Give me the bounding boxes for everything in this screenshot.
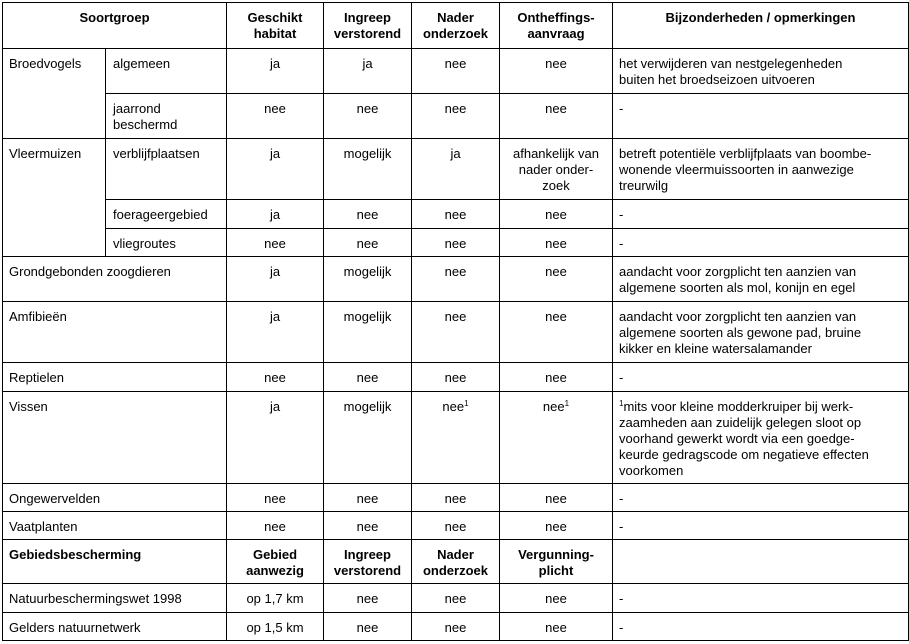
- cell-ingreep: mogelijk: [324, 257, 412, 302]
- cell-note: -: [613, 613, 909, 641]
- cell-habitat: nee: [227, 229, 324, 257]
- cell-ontheffing: nee: [500, 200, 613, 229]
- sub-jaarrond-beschermd: jaarrond beschermd: [106, 94, 227, 139]
- cell-vergunning: nee: [500, 584, 613, 613]
- cell-nader: nee: [412, 613, 500, 641]
- cell-nader: nee: [412, 94, 500, 139]
- cell-nader: nee: [412, 302, 500, 363]
- group-reptielen: Reptielen: [3, 363, 227, 392]
- cell-note: -: [613, 484, 909, 512]
- group-vaatplanten: Vaatplanten: [3, 512, 227, 540]
- cell-ingreep: nee: [324, 613, 412, 641]
- group-grondgebonden-zoogdieren: Grondgebonden zoogdieren: [3, 257, 227, 302]
- cell-note: aandacht voor zorgplicht ten aanzien van algemene soorten als mol, konijn en egel: [613, 257, 909, 302]
- cell-nader: nee: [412, 584, 500, 613]
- cell-ontheffing: nee: [500, 229, 613, 257]
- group-amfibieen: Amfibieën: [3, 302, 227, 363]
- group-vleermuizen: Vleermuizen: [3, 139, 106, 257]
- table-row: [3, 229, 909, 257]
- sub-algemeen: algemeen: [106, 49, 227, 94]
- header-empty: [613, 540, 909, 584]
- cell-habitat: nee: [227, 484, 324, 512]
- cell-habitat: nee: [227, 94, 324, 139]
- cell-nader: nee$^1$: [412, 392, 500, 484]
- cell-vergunning: nee: [500, 613, 613, 641]
- cell-habitat: ja: [227, 139, 324, 200]
- sub-foerageergebied: foerageergebied: [106, 200, 227, 229]
- cell-habitat: nee: [227, 512, 324, 540]
- cell-note: betreft potentiële verblijfplaats van boombe- wonende vleermuissoorten in aanwezige treurwilg: [613, 139, 909, 200]
- cell-aanwezig: op 1,5 km: [227, 613, 324, 641]
- cell-note: -: [613, 94, 909, 139]
- cell-ontheffing: nee: [500, 512, 613, 540]
- protected-species-table: [2, 2, 909, 641]
- table-row: [3, 584, 909, 613]
- cell-ontheffing: nee: [500, 49, 613, 94]
- header-vergunningplicht: Vergunning- plicht: [500, 540, 613, 584]
- cell-habitat: ja: [227, 200, 324, 229]
- cell-nader: nee: [412, 257, 500, 302]
- cell-habitat: ja: [227, 302, 324, 363]
- cell-note: -: [613, 512, 909, 540]
- header-ingreep-verstorend: Ingreep verstorend: [324, 3, 412, 49]
- cell-ingreep: nee: [324, 200, 412, 229]
- cell-ontheffing: nee$^1$: [500, 392, 613, 484]
- cell-ingreep: nee: [324, 584, 412, 613]
- cell-ingreep: mogelijk: [324, 392, 412, 484]
- cell-nader: nee: [412, 363, 500, 392]
- cell-ingreep: ja: [324, 49, 412, 94]
- footnote-marker: 1: [464, 399, 469, 408]
- cell-habitat: nee: [227, 363, 324, 392]
- cell-nader: nee: [412, 229, 500, 257]
- table-row: [3, 94, 909, 139]
- cell-ingreep: nee: [324, 484, 412, 512]
- table-row: [3, 613, 909, 641]
- table-row: [3, 139, 909, 200]
- cell-aanwezig: op 1,7 km: [227, 584, 324, 613]
- species-header-row: [3, 3, 909, 49]
- table-row: [3, 49, 909, 94]
- cell-ingreep: mogelijk: [324, 139, 412, 200]
- cell-habitat: ja: [227, 49, 324, 94]
- table-row: [3, 392, 909, 484]
- cell-note: -: [613, 200, 909, 229]
- cell-nader: nee: [412, 484, 500, 512]
- table-row: [3, 257, 909, 302]
- cell-nader: ja: [412, 139, 500, 200]
- cell-ingreep: nee: [324, 363, 412, 392]
- cell-note: aandacht voor zorgplicht ten aanzien van algemene soorten als gewone pad, bruine kikker en kleine watersalamander: [613, 302, 909, 363]
- area-gelders-natuurnetwerk: Gelders natuurnetwerk: [3, 613, 227, 641]
- cell-nader: nee: [412, 49, 500, 94]
- cell-ontheffing: nee: [500, 302, 613, 363]
- cell-note: -: [613, 584, 909, 613]
- cell-ingreep: mogelijk: [324, 302, 412, 363]
- cell-habitat: ja: [227, 257, 324, 302]
- header-nader-onderzoek-2: Nader onderzoek: [412, 540, 500, 584]
- header-nader-onderzoek: Nader onderzoek: [412, 3, 500, 49]
- table-row: [3, 363, 909, 392]
- table-row: [3, 302, 909, 363]
- header-gebied-aanwezig: Gebied aanwezig: [227, 540, 324, 584]
- cell-ingreep: nee: [324, 512, 412, 540]
- group-broedvogels: Broedvogels: [3, 49, 106, 139]
- cell-ontheffing: nee: [500, 484, 613, 512]
- group-vissen: Vissen: [3, 392, 227, 484]
- header-geschikt-habitat: Geschikt habitat: [227, 3, 324, 49]
- table-row: [3, 200, 909, 229]
- header-soortgroep: Soortgroep: [3, 3, 227, 49]
- cell-note: $^1$mits voor kleine modderkruiper bij werk- zaamheden aan zuidelijk gelegen sloot op voorhand gewerkt wordt via een goedge- keurde gedragscode om negatieve effecten voorkomen: [613, 392, 909, 484]
- cell-note: -: [613, 363, 909, 392]
- area-natuurbeschermingswet: Natuurbeschermingswet 1998: [3, 584, 227, 613]
- cell-ingreep: nee: [324, 229, 412, 257]
- sub-vliegroutes: vliegroutes: [106, 229, 227, 257]
- cell-nader: nee: [412, 512, 500, 540]
- cell-habitat: ja: [227, 392, 324, 484]
- area-header-row: [3, 540, 909, 584]
- cell-ontheffing: afhankelijk van nader onder- zoek: [500, 139, 613, 200]
- protected-species-table-container: [2, 2, 909, 641]
- cell-ontheffing: nee: [500, 363, 613, 392]
- cell-nader: nee: [412, 200, 500, 229]
- footnote-marker: 1: [619, 399, 624, 408]
- group-ongewervelden: Ongewervelden: [3, 484, 227, 512]
- cell-ontheffing: nee: [500, 257, 613, 302]
- cell-note: -: [613, 229, 909, 257]
- header-bijzonderheden: Bijzonderheden / opmerkingen: [613, 3, 909, 49]
- cell-note: het verwijderen van nestgelegenheden buiten het broedseizoen uitvoeren: [613, 49, 909, 94]
- header-ingreep-verstorend-2: Ingreep verstorend: [324, 540, 412, 584]
- footnote-marker: 1: [564, 399, 570, 408]
- sub-verblijfplaatsen: verblijfplaatsen: [106, 139, 227, 200]
- header-gebiedsbescherming: Gebiedsbescherming: [3, 540, 227, 584]
- table-row: [3, 484, 909, 512]
- table-row: [3, 512, 909, 540]
- cell-ingreep: nee: [324, 94, 412, 139]
- cell-ontheffing: nee: [500, 94, 613, 139]
- header-ontheffingsaanvraag: Ontheffings- aanvraag: [500, 3, 613, 49]
